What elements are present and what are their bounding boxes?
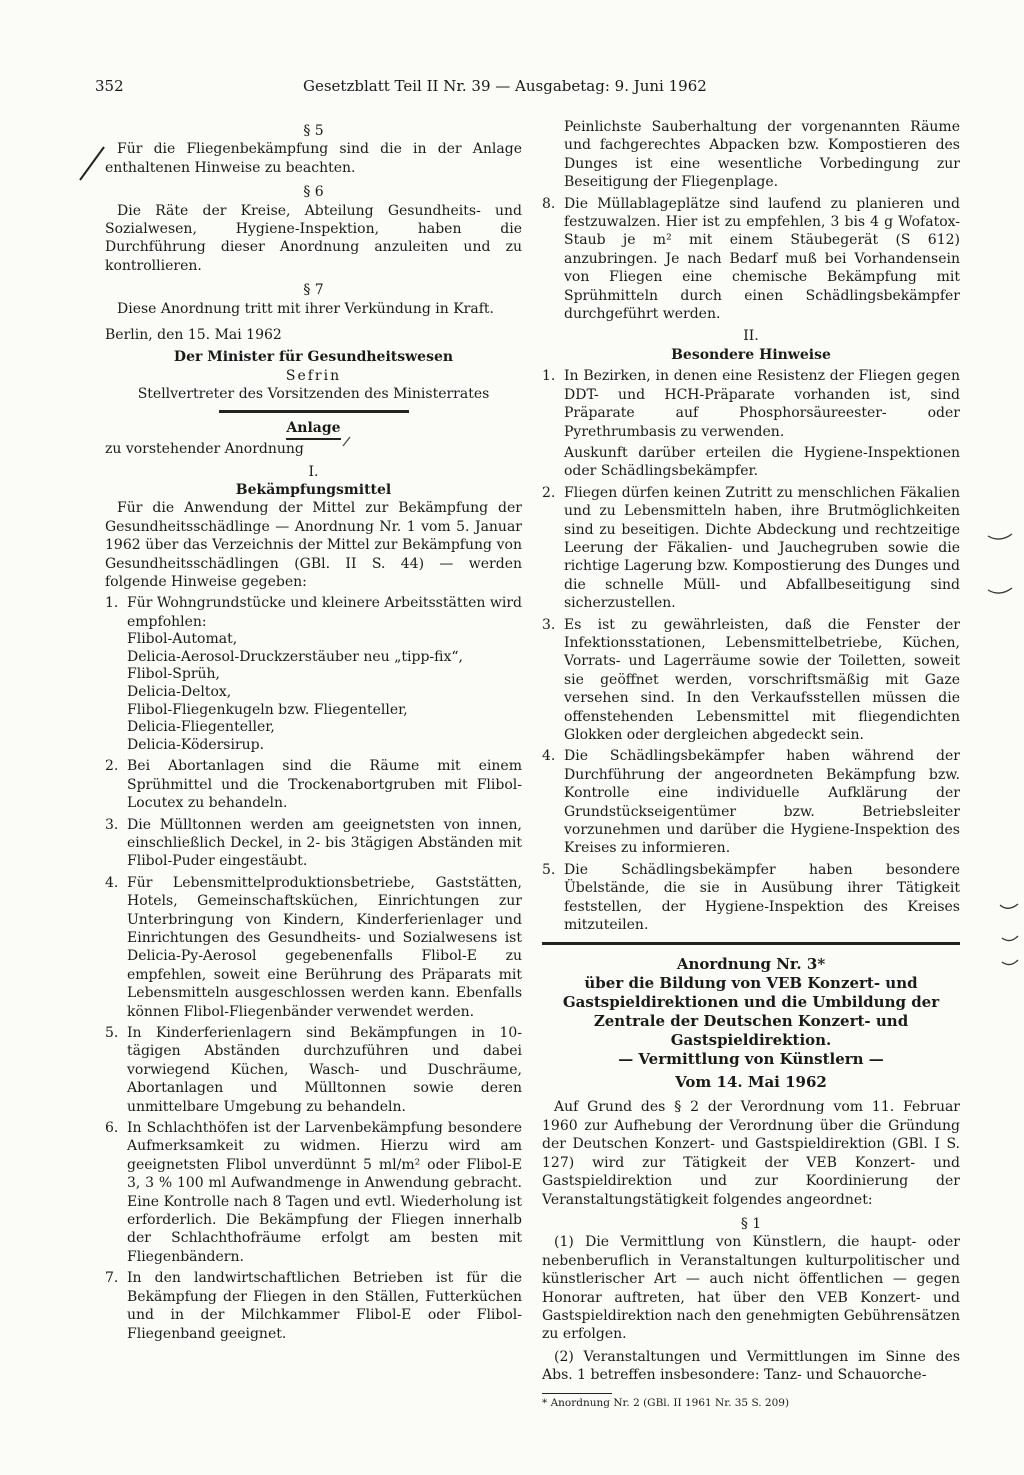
ordinance-section-1-para-2: (2) Veranstaltungen und Vermittlungen im Sinne des Abs. 1 betreffen insbesondere: Tanz- und Schauorche- (542, 1348, 960, 1384)
section-7-text: Diese Anordnung tritt mit ihrer Verkündung in Kraft. (117, 300, 494, 317)
item-text: Die Schädlingsbekämpfer haben während der Durchführung der angeordneten Bekämpfung bzw. Kontrolle eine individuelle Aufklärung der Grundstückseigentümer bzw. Betriebsleiter vorzunehmen und darüber die Hygiene-Inspektion des Kreises zu informieren. (564, 748, 960, 857)
place-date: Berlin, den 15. Mai 1962 (105, 327, 282, 344)
item-number: 4. (542, 748, 556, 765)
section-5-heading: § 5 (303, 123, 324, 139)
bracket-mark (1000, 904, 1018, 908)
section-5-text: Für die Fliegenbekämpfung sind die in der Anlage enthaltenen Hinweise zu beachten. (105, 141, 522, 176)
item-number: 2. (542, 484, 556, 501)
signer-role: Stellvertreter des Vorsitzenden des Ministerrates (137, 386, 490, 403)
ordinance-intro: Auf Grund des § 2 der Verordnung vom 11. Februar 1960 zur Aufhebung der Verordnung über die Gründung der Deutschen Konzert- und Gastspieldirektion (GBl. I S. 127) wird zur Tätigkeit der VEB Konzert- und Gastspieldirektion und zur Koordinierung der Veranstaltungstätigkeit folgendes angeordnet: (542, 1099, 960, 1208)
page-number: 352 (95, 77, 124, 95)
product-item: Flibol-Fliegenkugeln bzw. Fliegenteller, (127, 701, 408, 718)
item-text: In Kinderferienlagern sind Bekämpfungen in 10-tägigen Abständen durchzuführen und dabei vorwiegend Küchen, Wasch- und Duschräume, Abortanlagen und Mülltonnen sowie deren unmittelbare Umgebung zu behandeln. (127, 1025, 522, 1115)
item-note: Auskunft darüber erteilen die Hygiene-Inspektionen oder Schädlingsbekämpfer. (564, 444, 960, 480)
item-number: 3. (105, 816, 119, 833)
section-divider (542, 942, 960, 945)
continued-text: Peinlichste Sauberhaltung der vorgenannten Räume und fachgerechtes Abpacken bzw. Kompostieren des Dunges ist eine wesentliche Vorbedingung zur Beseitigung der Fliegenplage. (564, 119, 960, 191)
product-item: Delicia-Fliegenteller, (127, 719, 275, 736)
ordinance-topic: — Vermittlung von Künstlern — (618, 1050, 884, 1069)
separator-rule (219, 410, 409, 413)
item-number: 4. (105, 874, 119, 891)
minister-title: Der Minister für Gesundheitswesen (173, 349, 454, 366)
product-item: Delicia-Deltox, (127, 683, 232, 700)
anlage-subtitle: zu vorstehender Anordnung (105, 441, 304, 458)
product-item: Delicia-Aerosol-Druckzerstäuber neu „tipp-fix“, (127, 648, 463, 665)
section-6-heading: § 6 (303, 184, 324, 201)
list-item (105, 816, 522, 871)
list-item (105, 757, 522, 812)
ordinance-section-1-para-1: (1) Die Vermittlung von Künstlern, die haupt- oder nebenberuflich in Veranstaltungen kulturpolitischer und künstlerischer Art — auch nicht öffentlichen — gegen Honorar auftreten, hat über den VEB Konzert- und Gastspieldirektion nach den genehmigten Gebührensätzen zu erfolgen. (542, 1234, 960, 1343)
signer-name: Sefrin (285, 367, 342, 384)
list-item (105, 1269, 522, 1343)
item-text: Fliegen dürfen keinen Zutritt zu menschlichen Fäkalien und zu Lebensmitteln haben, ihre Brutmöglichkeiten sind zu beseitigen. Dichte Abdeckung und rechtzeitige Leerung der Fäkalien- und Jauchegruben sowie die richtige Lagerung bzw. Kompostierung des Dunges und die schnelle Müll- und Abfallbeseitigung sind sicherzustellen. (564, 484, 960, 612)
list-item (542, 861, 960, 935)
section-1-numeral: I. (308, 463, 319, 480)
product-item: Flibol-Automat, (127, 631, 238, 648)
item-text: Es ist zu gewährleisten, daß die Fenster der Infektionsstationen, Lebensmittelbetriebe, Küchen, Vorrats- und Lagerräume sowie der Toiletten, soweit sie geöffnet werden, vorschriftsmäßig mit Gaze versehen sind. In den Verkaufsstellen müssen die offenstehenden Lebensmittel mit fliegendichten Glokken oder dergleichen abgedeckt sein. (564, 616, 960, 743)
list-item (542, 616, 960, 745)
section-7-heading: § 7 (303, 282, 324, 299)
ordinance-date: Vom 14. Mai 1962 (675, 1073, 827, 1092)
item-text: In Schlachthöfen ist der Larvenbekämpfung besondere Aufmerksamkeit zu widmen. Hierzu wird am geeignetsten Flibol unverdünnt 5 ml/m² oder Flibol-E 3, 3 % 100 ml Aufwandmenge in Anwendung gebracht. Eine Kontrolle nach 8 Tagen und evtl. Wiederholung ist erforderlich. Die Bekämpfung der Fliegen innerhalb der Schlachthofräume erfolgt am besten mit Fliegenbändern. (127, 1120, 522, 1265)
item-text: Für Wohngrundstücke und kleinere Arbeitsstätten wird empfohlen: (127, 595, 522, 630)
item-number: 2. (105, 758, 119, 775)
section-1-title: Bekämpfungsmittel (235, 481, 392, 498)
item-text: Die Mülltonnen werden am geeignetsten von innen, einschließlich Deckel, in 2- bis 3tägigen Abständen mit Flibol-Puder eingestäubt. (127, 816, 522, 870)
bracket-mark (1002, 936, 1018, 941)
slash-mark (80, 147, 104, 180)
footnote: * Anordnung Nr. 2 (GBl. II 1961 Nr. 35 S. 209) (542, 1396, 790, 1409)
item-number: 3. (542, 616, 556, 633)
item-number: 6. (105, 1120, 119, 1137)
item-text: In den landwirtschaftlichen Betrieben ist für die Bekämpfung der Fliegen in den Ställen, Futterküchen und in der Milchkammer Flibol-E oder Flibol-Fliegenband geeignet. (127, 1270, 522, 1342)
item-number: 7. (105, 1270, 119, 1287)
ordinance-subtitle: über die Bildung von VEB Konzert- und Gastspieldirektionen und die Umbildung der Zentrale der Deutschen Konzert- und Gastspieldirektion. (562, 974, 940, 1050)
list-item (542, 747, 960, 857)
product-item: Delicia-Ködersirup. (127, 736, 265, 753)
anlage-title (105, 419, 522, 440)
bracket-mark (1002, 960, 1018, 965)
section-1-intro: Für die Anwendung der Mittel zur Bekämpfung der Gesundheitsschädlinge — Anordnung Nr. 1 vom 5. Januar 1962 über das Verzeichnis der Mittel zur Bekämpfung von Gesundheitsschädlingen (GBl. II S. 44) — werden folgende Hinweise gegeben: (105, 500, 522, 590)
ordinance-title: Anordnung Nr. 3* (676, 955, 826, 974)
item-number: 8. (542, 195, 556, 212)
list-item (105, 594, 522, 631)
product-item: Flibol-Sprüh, (127, 666, 220, 683)
bracket-mark (988, 588, 1012, 593)
item-text: Für Lebensmittelproduktionsbetriebe, Gaststätten, Hotels, Gemeinschaftsküchen, Einrichtungen zur Unterbringung von Kindern, Kinderferienlager und Einrichtungen des Gesundheits- und Sozialwesens ist Delicia-Py-Aerosol gegebenenfalls Flibol-E zu empfehlen, soweit eine Berührung des Präparats mit Lebensmitteln ausgeschlossen werden kann. Ebenfalls können Flibol-Fliegenbänder verwendet werden. (127, 874, 522, 1020)
item-number: 1. (542, 368, 556, 385)
item-number: 5. (105, 1025, 119, 1041)
item-text: Bei Abortanlagen sind die Räume mit einem Sprühmittel und die Trockenabortgruben mit Flibol-Locutex zu behandeln. (127, 758, 522, 812)
item-number: 5. (542, 861, 556, 878)
footnote-rule (542, 1393, 612, 1394)
running-title: Gesetzblatt Teil II Nr. 39 — Ausgabetag: 9. Juni 1962 (303, 77, 707, 95)
product-list (127, 631, 522, 754)
section-2-title: Besondere Hinweise (671, 346, 831, 363)
section-6-text: Die Räte der Kreise, Abteilung Gesundheits- und Sozialwesen, Hygiene-Inspektion, haben die Durchführung dieser Anordnung anzuleiten und zu kontrollieren. (105, 202, 522, 274)
ordinance-section-1-heading: § 1 (740, 1215, 762, 1232)
section-2-numeral: II. (743, 328, 759, 345)
anlage-title-text: Anlage (286, 419, 340, 440)
list-item (542, 195, 960, 324)
item-text: Die Müllablageplätze sind laufend zu planieren und festzuwalzen. Hier ist zu empfehlen, 3 bis 4 g Wofatox-Staub je m² mit einem Stäubegerät (S 612) anzubringen. Je nach Bedarf muß bei Vorhandensein von Fliegen eine chemische Bekämpfung mit Sprühmitteln durch einen Schädlingsbekämpfer durchgeführt werden. (564, 195, 960, 323)
item-text: In Bezirken, in denen eine Resistenz der Fliegen gegen DDT- und HCH-Präparate vorhanden ist, sind Präparate auf Phosphorsäureester- oder Pyrethrumbasis zu verwenden. (564, 368, 960, 440)
list-item (105, 1119, 522, 1266)
left-column (105, 122, 522, 1343)
right-column (542, 118, 960, 1410)
item-number: 1. (105, 595, 119, 612)
item-text: Die Schädlingsbekämpfer haben besondere Übelstände, die sie in Ausübung ihrer Tätigkeit feststellen, der Hygiene-Inspektion des Kreises mitzuteilen. (564, 861, 960, 934)
list-item (542, 484, 960, 613)
list-item (542, 367, 960, 441)
list-item (105, 874, 522, 1021)
bracket-mark (988, 534, 1012, 539)
list-item (105, 1024, 522, 1116)
